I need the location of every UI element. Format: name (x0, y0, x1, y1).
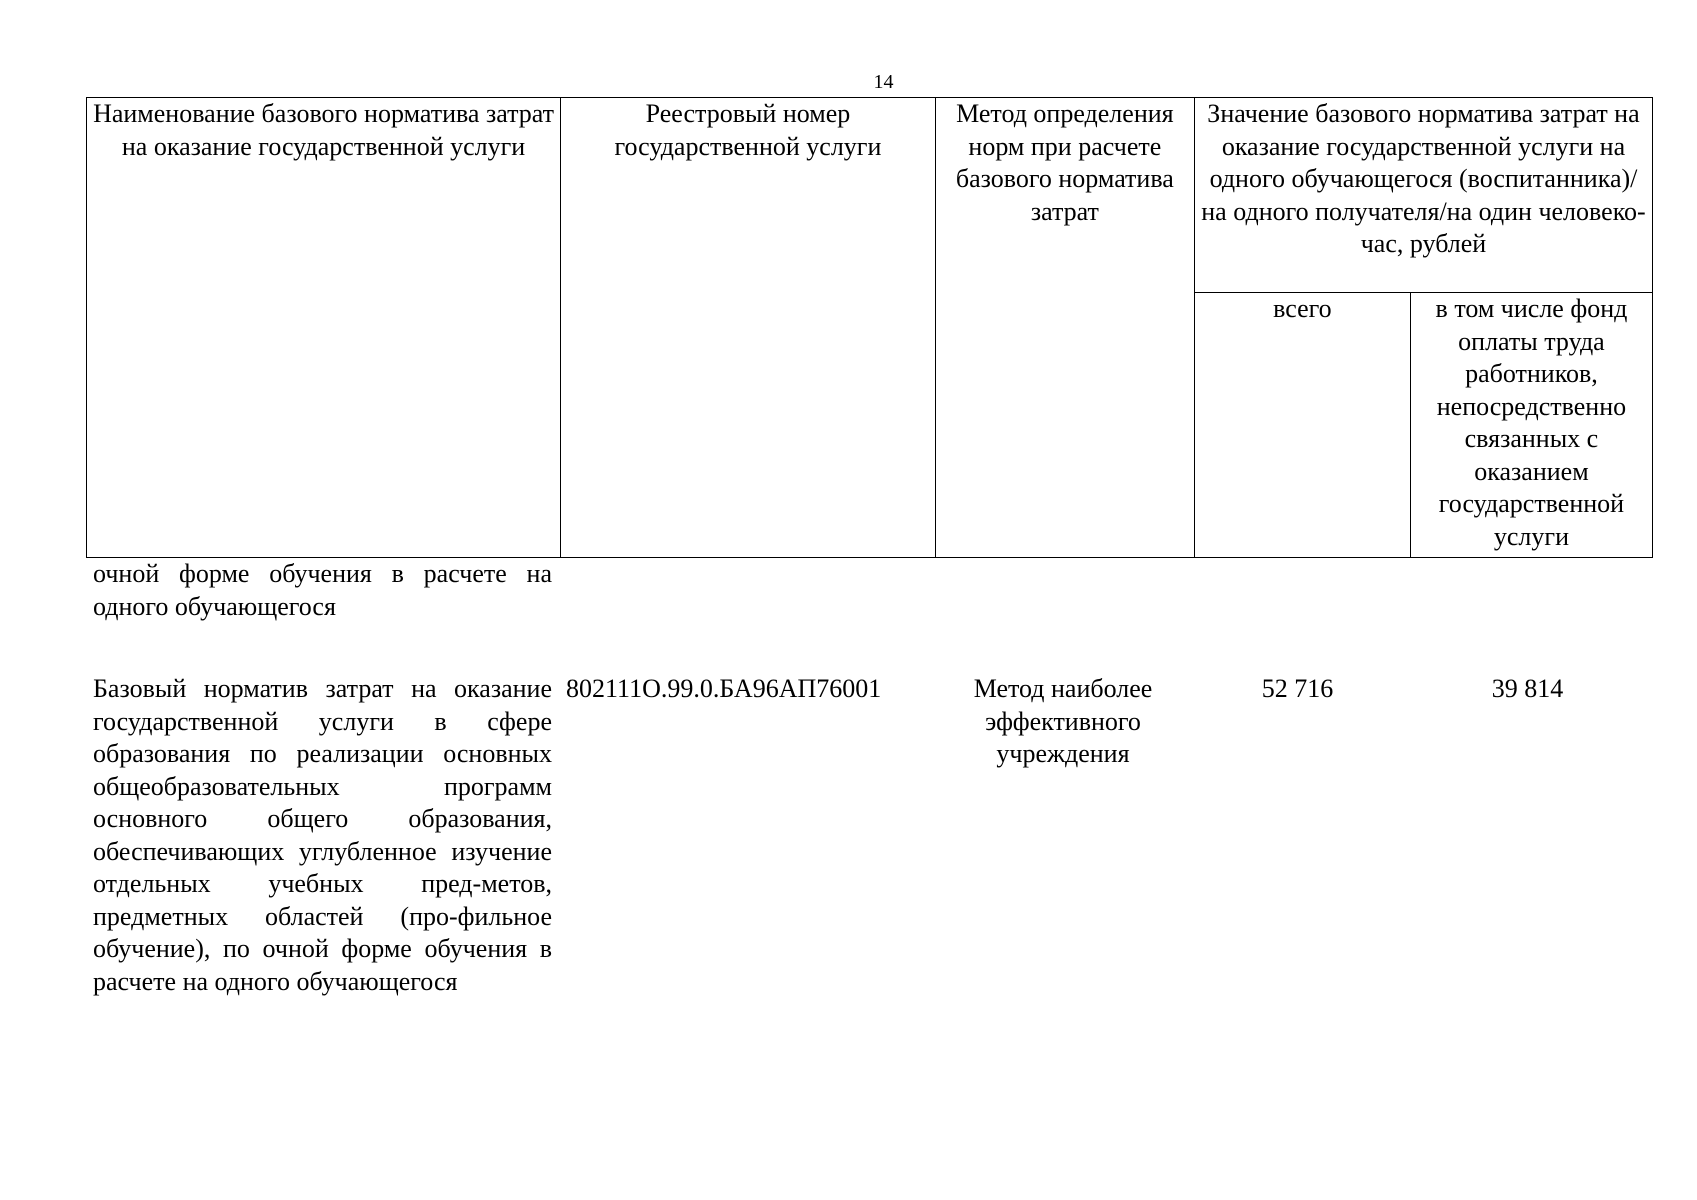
header-cell-registry: Реестровый номер государственной услуги (561, 98, 936, 558)
header-cell-value: Значение базового норматива затрат на оказание государственной услуги на одного обучающегося (воспитанника)/на одного получателя/на один человеко-час, рублей (1194, 98, 1652, 293)
norms-table-header (86, 97, 1653, 558)
continuation-text: очной форме обучения в расчете на одного обучающегося (93, 559, 552, 621)
page-number: 14 (873, 71, 894, 93)
header-cell-total: всего (1194, 293, 1410, 558)
header-cell-method: Метод определения норм при расчете базового норматива затрат (935, 98, 1194, 558)
row-method: Метод наиболее эффективного учреждения (973, 674, 1153, 768)
header-cell-name: Наименование базового норматива затрат на оказание государственной услуги (87, 98, 561, 558)
row-total-value: 52 716 (1261, 674, 1334, 703)
row-payroll-value: 39 814 (1491, 674, 1564, 703)
row-registry-number: 802111О.99.0.БА96АП76001 (566, 674, 882, 703)
row-norm-name: Базовый норматив затрат на оказание государственной услуги в сфере образования по реализации основных общеобразовательных программ основного общего образования, обеспечивающих углубленное изучение отдельных учебных пред-метов, предметных областей (про-фильное обучение), по очной форме обучения в расчете на одного обучающегося (93, 674, 552, 996)
header-cell-payroll: в том числе фонд оплаты труда работников, непосредственно связанных с оказанием государственной услуги (1410, 293, 1652, 558)
